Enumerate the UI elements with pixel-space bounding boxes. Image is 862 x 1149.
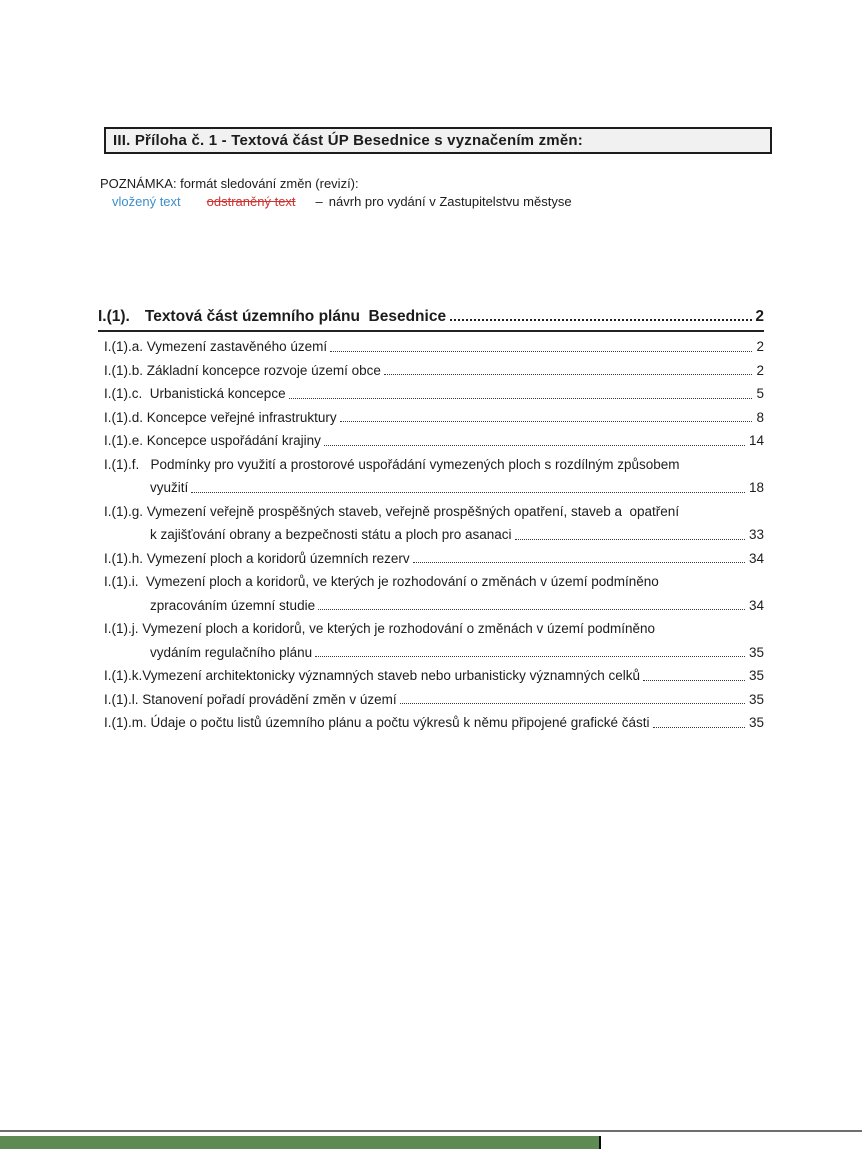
toc-entry-text: k zajišťování obrany a bezpečnosti státu a ploch pro asanaci	[150, 527, 512, 542]
toc-page-number: 2	[756, 362, 764, 378]
toc-entry-text: I.(1).g. Vymezení veřejně prospěšných staveb, veřejně prospěšných opatření, staveb a opatření	[104, 503, 680, 519]
toc-page-number: 35	[748, 668, 764, 683]
dot-leader	[450, 319, 752, 321]
toc-page-number: 14	[748, 433, 764, 448]
toc-page-number: 35	[748, 644, 764, 660]
toc-heading-page-number: 2	[755, 308, 764, 325]
dot-leader	[324, 445, 745, 446]
dot-leader	[315, 656, 745, 657]
toc-page-number: 8	[756, 409, 764, 425]
note-line: POZNÁMKA: formát sledování změn (revizí):	[100, 176, 359, 191]
appendix-heading-title: III. Příloha č. 1 - Textová část ÚP Besednice s vyznačením změn:	[113, 132, 583, 149]
toc-page-number: 18	[748, 480, 764, 495]
toc-entry-text: I.(1).k.Vymezení architektonicky významných staveb nebo urbanisticky významných celků	[104, 668, 640, 683]
toc-entry-text: I.(1).h. Vymezení ploch a koridorů územních rezerv	[104, 550, 410, 566]
toc-page-number: 35	[748, 715, 764, 730]
dot-leader	[413, 562, 745, 563]
toc-entry-line	[98, 641, 764, 665]
dot-leader	[289, 398, 753, 399]
toc-page-number: 34	[748, 597, 764, 613]
toc-entry-line	[98, 664, 764, 688]
toc-entry-list	[98, 335, 764, 735]
footer-rule	[0, 1130, 862, 1132]
toc-entry-text: využití	[150, 480, 189, 495]
toc-page-number: 34	[748, 550, 764, 566]
deleted-text-sample: odstraněný text	[206, 193, 296, 209]
toc-entry-line	[98, 570, 764, 594]
dot-leader	[384, 374, 753, 375]
appendix-heading-box	[104, 127, 772, 154]
revision-note	[100, 176, 572, 210]
footer-green-bar	[0, 1136, 601, 1149]
toc-entry-line	[98, 523, 764, 547]
toc-entry-text: I.(1).l. Stanovení pořadí provádění změn v území	[104, 691, 397, 707]
table-of-contents	[98, 308, 764, 735]
toc-entry-line	[98, 335, 764, 359]
toc-page-number: 33	[748, 527, 764, 542]
toc-entry-text: I.(1).f. Podmínky pro využití a prostorové uspořádání vymezených ploch s rozdílným způsobem	[104, 456, 680, 472]
dot-leader	[330, 351, 752, 352]
toc-entry-line	[98, 711, 764, 735]
dot-leader	[318, 609, 745, 610]
inserted-text-sample: vložený text	[112, 193, 181, 209]
toc-page-number: 5	[756, 386, 764, 401]
toc-entry-text: I.(1).j. Vymezení ploch a koridorů, ve kterých je rozhodování o změnách v území podmíněno	[104, 621, 656, 636]
toc-heading-label: I.(1).	[98, 308, 130, 325]
toc-entry-line	[98, 688, 764, 712]
toc-entry-text: I.(1).i. Vymezení ploch a koridorů, ve kterých je rozhodování o změnách v území podmíněno	[104, 574, 659, 589]
toc-entry-text: I.(1).c. Urbanistická koncepce	[104, 386, 286, 401]
toc-entry-text: I.(1).m. Údaje o počtu listů územního plánu a počtu výkresů k němu připojené grafické části	[104, 715, 650, 730]
toc-entry-line	[98, 476, 764, 500]
toc-page-number: 35	[748, 691, 764, 707]
toc-entry-line	[98, 547, 764, 571]
toc-entry-text: I.(1).e. Koncepce uspořádání krajiny	[104, 433, 321, 448]
toc-entry-text: I.(1).d. Koncepce veřejné infrastruktury	[104, 409, 337, 425]
dot-leader	[515, 539, 745, 540]
toc-entry-line	[98, 617, 764, 641]
dot-leader	[653, 727, 745, 728]
toc-entry-text: I.(1).b. Základní koncepce rozvoje území obce	[104, 362, 381, 378]
toc-entry-line	[98, 359, 764, 383]
note-suffix: návrh pro vydání v Zastupitelstvu městyse	[328, 193, 572, 209]
toc-entry-text: vydáním regulačního plánu	[150, 644, 313, 660]
toc-entry-line	[98, 429, 764, 453]
toc-heading-row	[98, 308, 764, 332]
toc-entry-line	[98, 500, 764, 524]
dot-leader	[191, 492, 745, 493]
dot-leader	[400, 703, 745, 704]
toc-entry-line	[98, 406, 764, 430]
toc-entry-line	[98, 594, 764, 618]
toc-entry-text: I.(1).a. Vymezení zastavěného území	[104, 339, 328, 354]
toc-page-number: 2	[756, 339, 764, 354]
dot-leader	[643, 680, 745, 681]
toc-entry-text: zpracováním územní studie	[150, 597, 316, 613]
toc-entry-line	[98, 453, 764, 477]
toc-heading-title: Textová část územního plánu Besednice	[144, 308, 447, 325]
dot-leader	[340, 421, 753, 422]
toc-entry-line	[98, 382, 764, 406]
note-legend-line	[100, 194, 572, 211]
note-dash: –	[315, 193, 323, 209]
